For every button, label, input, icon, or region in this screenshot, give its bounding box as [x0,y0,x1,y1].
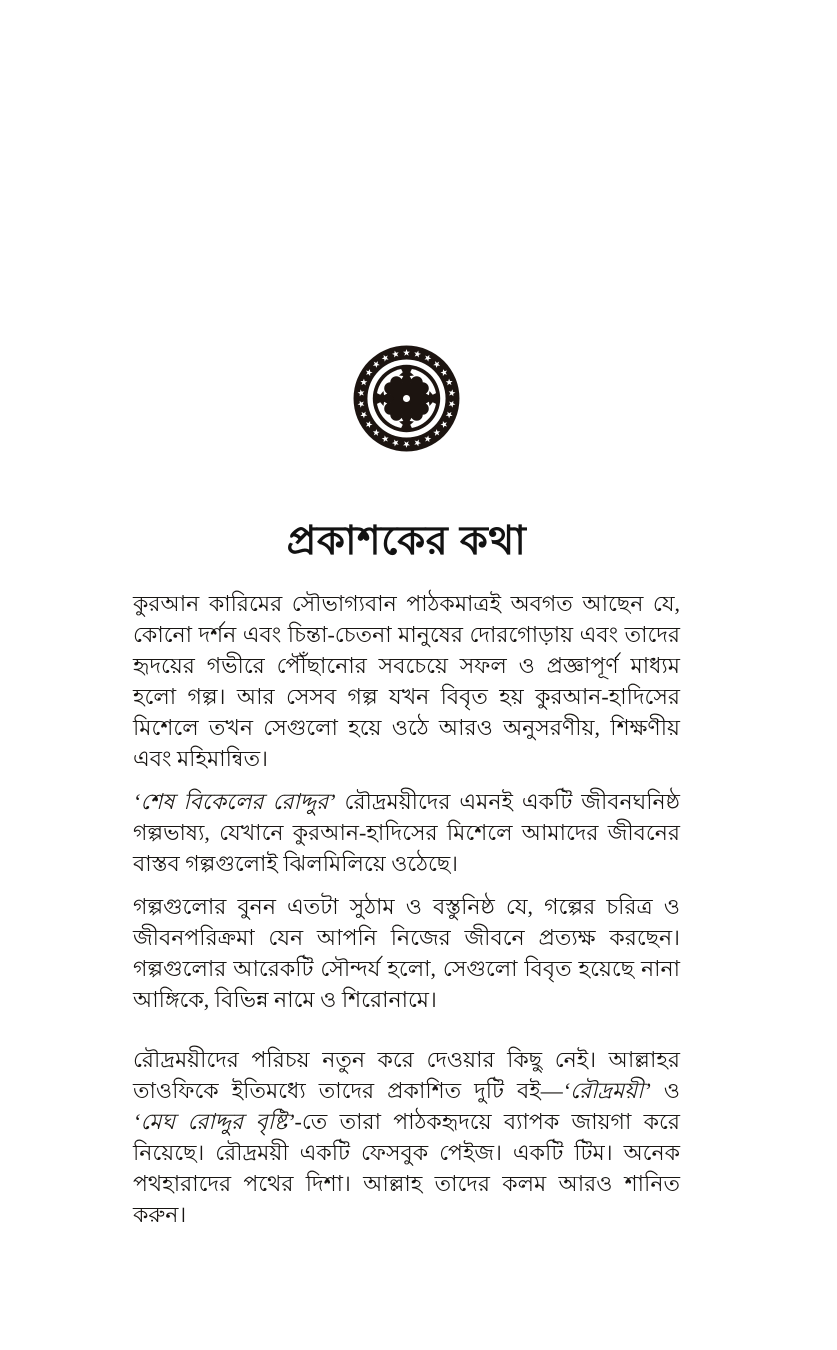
book-title: ‘মেঘ রোদ্দুর বৃষ্টি’- [133,1109,302,1134]
publisher-note-paragraphs [133,588,680,1230]
paragraph [133,588,680,774]
text-run: কুরআন কারিমের সৌভাগ্যবান পাঠকমাত্রই অবগত আছেন যে, কোনো দর্শন এবং চিন্তা-চেতনা মানুষের দোরগোড়ায় এবং তাদের হৃদয়ের গভীরে পৌঁছানোর সবচেয়ে সফল ও প্রজ্ঞাপূর্ণ মাধ্যম হলো গল্প। আর সেসব গল্প যখন বিবৃত হয় কুরআন-হাদিসের মিশেলে তখন সেগুলো হয়ে ওঠে আরও অনুসরণীয়, শিক্ষণীয় এবং মহিমান্বিত। [133,591,680,771]
page-title: প্রকাশকের কথা [286,519,527,563]
paragraph [133,1044,680,1230]
text-run: রৌদ্রময়ীদের পরিচয় নতুন করে দেওয়ার কিছু নেই। আল্লাহর তাওফিকে ইতিমধ্যে তাদের প্রকাশিত দুটি বই— [133,1047,680,1103]
paragraph [133,786,680,879]
text-run: গল্পগুলোর বুনন এতটা সুঠাম ও বস্তুনিষ্ঠ যে, গল্পের চরিত্র ও জীবনপরিক্রমা যেন আপনি নিজের জীবনে প্রত্যক্ষ করছেন। গল্পগুলোর আরেকটি সৌন্দর্য হলো, সেগুলো বিবৃত হয়েছে নানা আঙ্গিকে, বিভিন্ন নামে ও শিরোনামে। [133,894,680,1012]
paragraph [133,891,680,1015]
text-run: তে তারা পাঠকহৃদয়ে ব্যাপক জায়গা করে নিয়েছে। রৌদ্রময়ী একটি ফেসবুক পেইজ। একটি টিম। অনেক পথহারাদের পথের দিশা। আল্লাহ তাদের কলম আরও শানিত করুন। [133,1109,680,1227]
publisher-ornament-icon [353,345,460,452]
text-run: ও [650,1078,680,1103]
book-title: ‘রৌদ্রময়ী’ [562,1078,651,1103]
text-run: রৌদ্রময়ীদের এমনই একটি জীবনঘনিষ্ঠ গল্পভাষ্য, যেখানে কুরআন-হাদিসের মিশেলে আমাদের জীবনের বাস্তব গল্পগুলোই ঝিলমিলিয়ে ওঠেছে। [133,789,680,876]
book-title: ‘শেষ বিকেলের রোদ্দুর’ [133,789,336,814]
content-column [133,345,680,1242]
